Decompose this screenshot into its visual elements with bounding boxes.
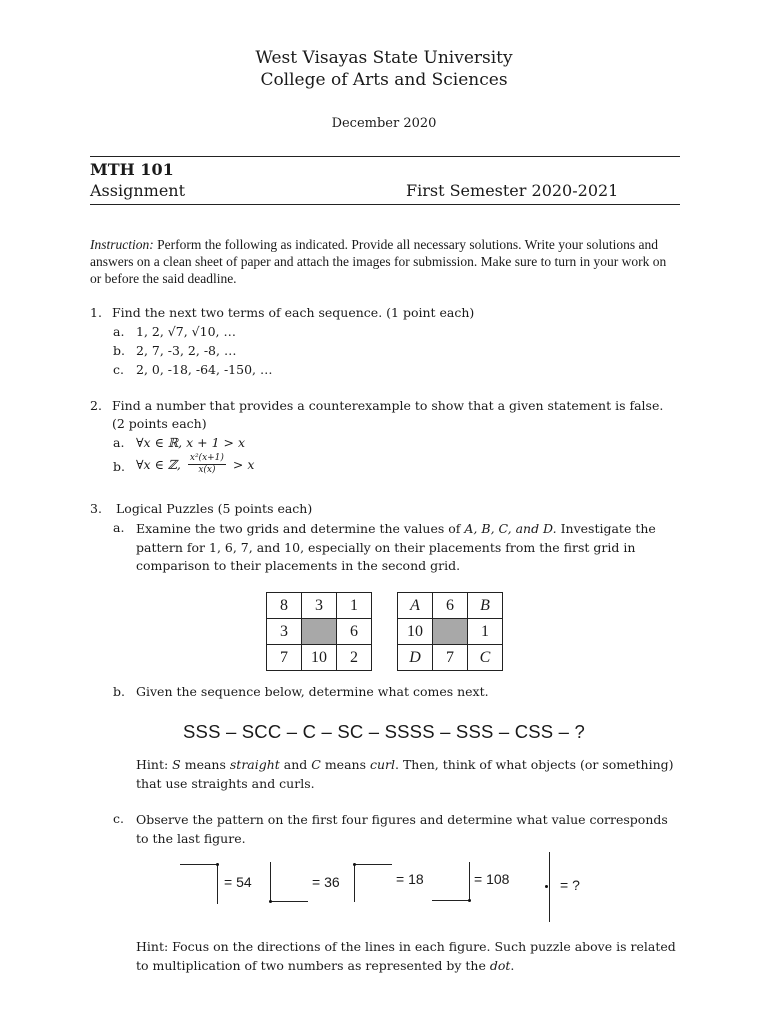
grid1-cell: 3: [267, 619, 302, 645]
q3-number: 3.: [90, 501, 102, 516]
q1c-letter: c.: [113, 362, 124, 377]
q3c-hint-end: .: [510, 957, 515, 973]
q1-text: Find the next two terms of each sequence. (1 point each): [112, 305, 475, 320]
q1b-text: 2, 7, -3, 2, -8, …: [136, 343, 237, 358]
q3b-hint: [136, 756, 681, 793]
q2b-letter: b.: [113, 459, 125, 474]
q2b-denominator: x(x): [198, 465, 216, 475]
grid1-cell: 7: [267, 645, 302, 671]
letter-sequence: SSS – SCC – C – SC – SSSS – SSS – CSS – ?: [182, 721, 586, 742]
fig2-horizontal-line: [270, 901, 308, 902]
grid2-cell: A: [398, 593, 433, 619]
q2b-expression: [136, 453, 254, 476]
q2b-suffix: > x: [228, 457, 255, 472]
instruction-text: Perform the following as indicated. Provide all necessary solutions. Write your solutions and answers on a clean sheet of paper and attach the images for submission. Make sure to turn in your work on or before the said deadline.: [90, 237, 667, 286]
fig4-vertical-line: [469, 862, 470, 901]
q2b-prefix: ∀x ∈ ℤ,: [136, 457, 185, 472]
semester: First Semester 2020-2021: [406, 181, 619, 200]
q3a-text-pre: Examine the two grids and determine the values of: [136, 521, 465, 536]
q3c-text: Observe the pattern on the first four figures and determine what value corresponds to the last figure.: [136, 812, 668, 846]
instruction: [90, 236, 680, 287]
fig3-vertical-line: [354, 864, 355, 902]
fig5-label: = ?: [560, 877, 580, 893]
grid2-cell: 1: [468, 619, 503, 645]
grid1-cell: 1: [337, 593, 372, 619]
grid-one: [266, 592, 372, 671]
fig1-horizontal-line: [180, 864, 218, 865]
fig1-dot: [216, 863, 219, 866]
grid2-cell: D: [398, 645, 433, 671]
q2-text: Find a number that provides a counterexample to show that a given statement is false.: [112, 398, 664, 413]
line-figures: [178, 852, 590, 924]
grid2-cell: 7: [433, 645, 468, 671]
q3a-text-post: Investigate the pattern for 1, 6, 7, and 10, especially on their placements from the first grid in comparison to their placements in the second grid.: [136, 521, 656, 573]
q2b-numerator: x²(x+1): [189, 453, 224, 463]
hint-post: . Then, think of what objects (or something) that use straights and curls.: [136, 757, 674, 791]
q1b-letter: b.: [113, 343, 125, 358]
q3b-letter: b.: [113, 684, 125, 699]
q3c-letter: c.: [113, 811, 124, 826]
fig3-label: = 18: [396, 871, 424, 887]
q2-number: 2.: [90, 398, 102, 413]
date: December 2020: [331, 116, 437, 131]
grid2-cell: B: [468, 593, 503, 619]
q3b-text: Given the sequence below, determine what comes next.: [136, 684, 489, 699]
doc-type: Assignment: [90, 181, 186, 200]
fig4-horizontal-line: [432, 900, 470, 901]
hint-prefix: Hint:: [136, 757, 173, 772]
hint-curl: curl: [369, 757, 396, 772]
hint-and: and: [279, 757, 312, 772]
grid1-cell: 2: [337, 645, 372, 671]
grid1-center-cell: [302, 619, 337, 645]
grid2-cell: 6: [433, 593, 468, 619]
grid2-cell: C: [468, 645, 503, 671]
q2-text-points: (2 points each): [112, 416, 207, 431]
fig3-dot: [353, 863, 356, 866]
college-name: College of Arts and Sciences: [260, 70, 508, 90]
fig3-horizontal-line: [354, 864, 392, 865]
university-name: West Visayas State University: [255, 48, 513, 68]
fig1-label: = 54: [224, 874, 252, 890]
q1a-text: 1, 2, √7, √10, …: [136, 324, 236, 339]
q1-number: 1.: [90, 305, 102, 320]
hint-c: C: [311, 757, 321, 772]
q3c-hint-text: Hint: Focus on the directions of the lines in each figure. Such puzzle above is related to multiplication of two numbers as represented by the: [136, 939, 676, 973]
grid1-cell: 6: [337, 619, 372, 645]
grid1-cell: 8: [267, 593, 302, 619]
hint-means-2: means: [320, 757, 370, 772]
hint-s: S: [172, 757, 181, 772]
hint-means-1: means: [180, 757, 230, 772]
fig2-label: = 36: [312, 874, 340, 890]
fig2-vertical-line: [270, 862, 271, 902]
q3a-letter: a.: [113, 520, 125, 535]
grid1-cell: 10: [302, 645, 337, 671]
q3a-text: [136, 520, 681, 576]
q3c-hint: [136, 938, 681, 975]
instruction-label: Instruction:: [90, 237, 154, 252]
grid-two: [397, 592, 503, 671]
course-code: MTH 101: [90, 160, 174, 179]
q1a-letter: a.: [113, 324, 125, 339]
fig4-dot: [468, 899, 471, 902]
q2a-text: ∀x ∈ ℝ, x + 1 > x: [136, 435, 246, 450]
fig5-dot: [545, 885, 548, 888]
grid2-cell: 10: [398, 619, 433, 645]
grid1-cell: 3: [302, 593, 337, 619]
q2a-letter: a.: [113, 435, 125, 450]
grid2-center-cell: [433, 619, 468, 645]
q2b-fraction: [188, 453, 226, 476]
q3-text: Logical Puzzles (5 points each): [116, 501, 313, 516]
bottom-rule: [90, 204, 680, 205]
fig5-vertical-line: [549, 852, 550, 922]
q3a-vars: A, B, C, and D.: [464, 521, 557, 536]
fig4-label: = 108: [474, 871, 510, 887]
top-rule: [90, 156, 680, 157]
q3c-hint-dot: dot: [489, 957, 511, 973]
fig1-vertical-line: [217, 864, 218, 904]
fig2-dot: [269, 900, 272, 903]
hint-straight: straight: [229, 757, 280, 772]
q1c-text: 2, 0, -18, -64, -150, …: [136, 362, 273, 377]
